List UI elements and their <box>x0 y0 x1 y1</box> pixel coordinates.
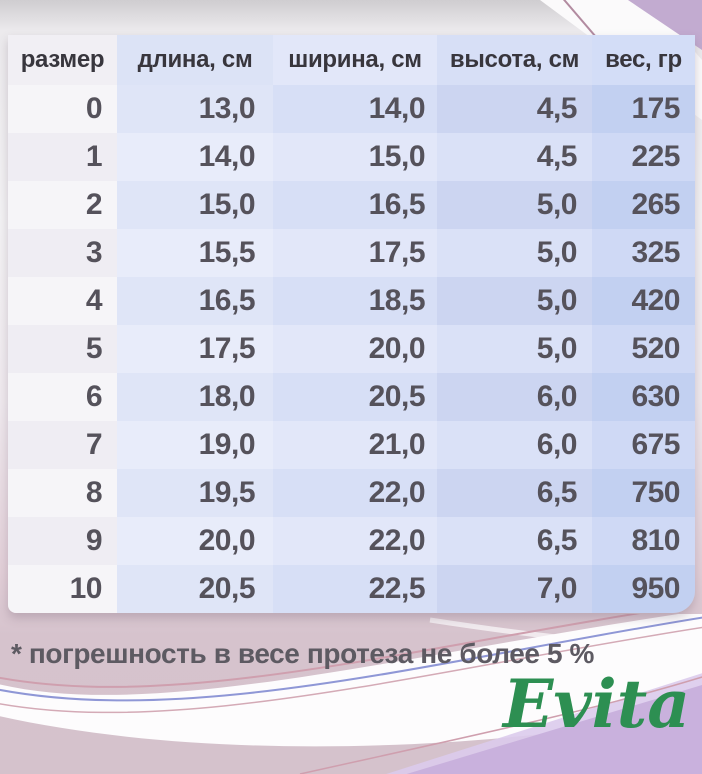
value-cell: 15,0 <box>117 181 273 229</box>
value-cell: 15,5 <box>117 229 273 277</box>
value-cell: 19,0 <box>117 421 273 469</box>
size-cell: 2 <box>8 181 117 229</box>
value-cell: 675 <box>592 421 695 469</box>
value-cell: 21,0 <box>273 421 437 469</box>
column-header-1: длина, см <box>117 35 273 85</box>
value-cell: 14,0 <box>273 85 437 133</box>
column-header-3: высота, см <box>437 35 592 85</box>
column-header-0: размер <box>8 35 117 85</box>
value-cell: 5,0 <box>437 229 592 277</box>
value-cell: 950 <box>592 565 695 613</box>
value-cell: 18,5 <box>273 277 437 325</box>
size-cell: 1 <box>8 133 117 181</box>
value-cell: 22,0 <box>273 517 437 565</box>
value-cell: 175 <box>592 85 695 133</box>
value-cell: 7,0 <box>437 565 592 613</box>
value-cell: 4,5 <box>437 133 592 181</box>
value-cell: 6,5 <box>437 517 592 565</box>
value-cell: 20,0 <box>117 517 273 565</box>
value-cell: 22,5 <box>273 565 437 613</box>
value-cell: 17,5 <box>273 229 437 277</box>
value-cell: 22,0 <box>273 469 437 517</box>
value-cell: 13,0 <box>117 85 273 133</box>
value-cell: 810 <box>592 517 695 565</box>
size-table <box>8 35 695 613</box>
value-cell: 19,5 <box>117 469 273 517</box>
size-cell: 0 <box>8 85 117 133</box>
value-cell: 225 <box>592 133 695 181</box>
size-cell: 5 <box>8 325 117 373</box>
value-cell: 17,5 <box>117 325 273 373</box>
size-cell: 6 <box>8 373 117 421</box>
value-cell: 325 <box>592 229 695 277</box>
value-cell: 750 <box>592 469 695 517</box>
value-cell: 20,5 <box>273 373 437 421</box>
value-cell: 520 <box>592 325 695 373</box>
size-cell: 7 <box>8 421 117 469</box>
column-header-2: ширина, см <box>273 35 437 85</box>
value-cell: 20,0 <box>273 325 437 373</box>
value-cell: 420 <box>592 277 695 325</box>
column-header-4: вес, гр <box>592 35 695 85</box>
value-cell: 4,5 <box>437 85 592 133</box>
size-cell: 4 <box>8 277 117 325</box>
value-cell: 16,5 <box>273 181 437 229</box>
value-cell: 6,0 <box>437 421 592 469</box>
value-cell: 16,5 <box>117 277 273 325</box>
value-cell: 5,0 <box>437 277 592 325</box>
value-cell: 5,0 <box>437 181 592 229</box>
value-cell: 20,5 <box>117 565 273 613</box>
evita-logo: Evita <box>503 665 690 743</box>
value-cell: 6,0 <box>437 373 592 421</box>
size-cell: 9 <box>8 517 117 565</box>
value-cell: 5,0 <box>437 325 592 373</box>
value-cell: 15,0 <box>273 133 437 181</box>
value-cell: 18,0 <box>117 373 273 421</box>
size-cell: 3 <box>8 229 117 277</box>
size-cell: 8 <box>8 469 117 517</box>
value-cell: 6,5 <box>437 469 592 517</box>
value-cell: 265 <box>592 181 695 229</box>
value-cell: 630 <box>592 373 695 421</box>
value-cell: 14,0 <box>117 133 273 181</box>
size-cell: 10 <box>8 565 117 613</box>
weight-tolerance-note: * погрешность в весе протеза не более 5 % <box>11 638 595 669</box>
